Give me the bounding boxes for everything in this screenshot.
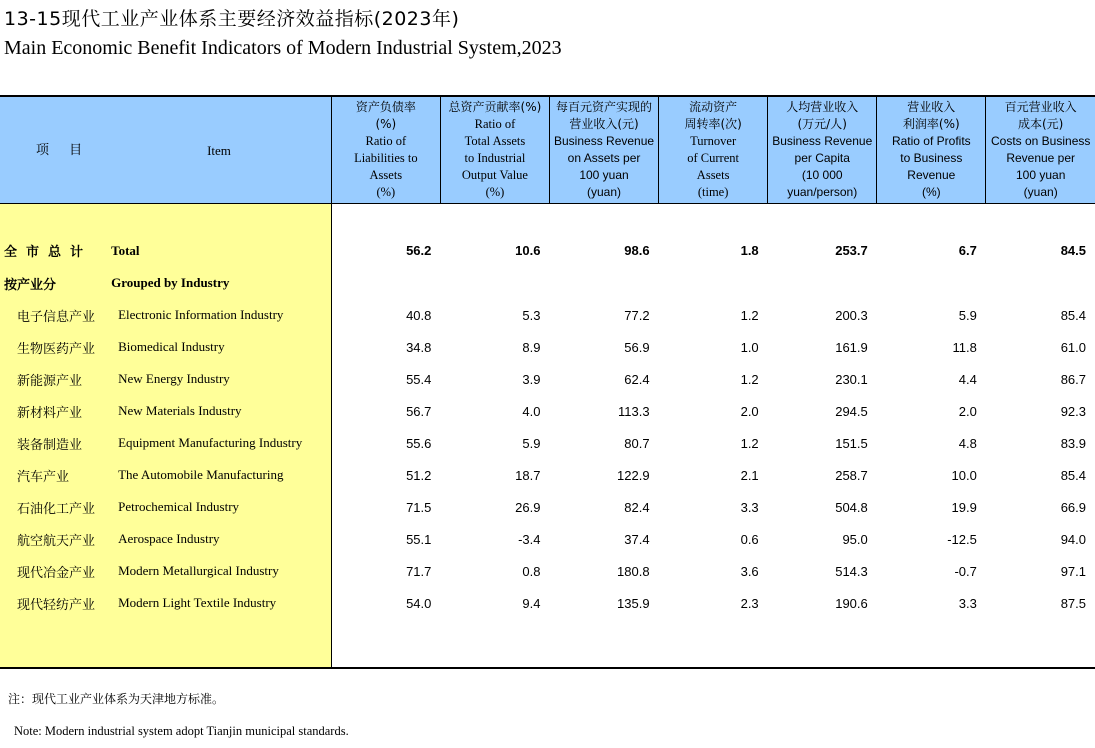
- row-label-cn: 生物医药产业: [0, 331, 105, 363]
- header-label-en: Total Assets: [464, 134, 526, 148]
- header-label-cn: 营业收入: [907, 100, 956, 114]
- row-label-cn: 新材料产业: [0, 395, 105, 427]
- header-label-en: 100 yuan: [579, 168, 629, 182]
- note-en: Note: Modern industrial system adopt Tianjin municipal standards.: [14, 724, 349, 738]
- row-value: 9.4: [522, 595, 541, 611]
- total-value: 56.2: [406, 243, 432, 258]
- row-label-cn: 现代冶金产业: [0, 555, 105, 587]
- total-value: 84.5: [1060, 243, 1086, 258]
- row-label-cn: 汽车产业: [0, 459, 105, 491]
- row-value: 26.9: [515, 499, 541, 515]
- table-title-cn-text: 现代工业产业体系主要经济效益指标(2023年): [61, 8, 460, 30]
- row-value: 94.0: [1060, 531, 1086, 547]
- row-value: 54.0: [406, 595, 432, 611]
- header-label-en: Costs on Business: [990, 134, 1091, 148]
- row-value: 190.6: [835, 595, 868, 611]
- row-value: 61.0: [1060, 339, 1086, 355]
- table-row: [0, 395, 1095, 427]
- row-value: 0.8: [522, 563, 541, 579]
- row-value: 514.3: [835, 563, 868, 579]
- row-value: 0.6: [740, 531, 759, 547]
- row-value: 5.3: [522, 307, 541, 323]
- row-value: -0.7: [954, 563, 977, 579]
- header-label-cn: 成本(元): [1017, 117, 1064, 131]
- header-label-en: Business Revenue: [772, 134, 873, 148]
- row-label-cn: 装备制造业: [0, 427, 105, 459]
- row-value: 92.3: [1060, 403, 1086, 419]
- header-label-cn: 人均营业收入: [786, 100, 859, 114]
- row-value: 1.2: [740, 307, 759, 323]
- header-label-en: Business Revenue: [554, 134, 655, 148]
- header-label-cn: 利润率(%): [902, 117, 960, 131]
- row-value: -3.4: [518, 531, 541, 547]
- row-value: 8.9: [522, 339, 541, 355]
- row-value: 161.9: [835, 339, 868, 355]
- header-label-cn: (万元/人): [797, 117, 847, 131]
- header-label-en: of Current: [687, 151, 739, 165]
- header-item-en: Item: [105, 96, 331, 204]
- row-value: 504.8: [835, 499, 868, 515]
- row-value: 18.7: [515, 467, 541, 483]
- total-value: 6.7: [958, 243, 977, 258]
- row-value: 71.7: [406, 563, 432, 579]
- header-column: [986, 96, 1095, 204]
- row-value: 4.8: [958, 435, 977, 451]
- row-value: 4.4: [958, 371, 977, 387]
- header-label-en: Revenue per: [1006, 151, 1076, 165]
- header-label-en: per Capita: [794, 151, 850, 165]
- total-value: 253.7: [835, 243, 868, 258]
- row-value: 55.1: [406, 531, 432, 547]
- table-header: [0, 96, 1095, 204]
- header-label-cn: 百元营业收入: [1004, 100, 1077, 114]
- row-value: 2.0: [958, 403, 977, 419]
- row-value: 85.4: [1060, 467, 1086, 483]
- header-label-en: Output Value: [461, 168, 528, 182]
- header-label-en: (yuan): [587, 185, 622, 199]
- row-value: 66.9: [1060, 499, 1086, 515]
- row-value: 77.2: [624, 307, 650, 323]
- row-value: 4.0: [522, 403, 541, 419]
- group-label-cn: 按产业分: [0, 267, 105, 299]
- row-label-en: New Energy Industry: [105, 363, 331, 395]
- header-label-en: (%): [376, 185, 396, 199]
- row-value: 113.3: [618, 403, 650, 419]
- row-value: 135.9: [617, 595, 650, 611]
- row-value: 71.5: [406, 499, 432, 515]
- row-label-en: Modern Metallurgical Industry: [105, 555, 331, 587]
- bottom-row: [0, 619, 1095, 668]
- row-label-en: Equipment Manufacturing Industry: [105, 427, 331, 459]
- row-value: 2.3: [740, 595, 759, 611]
- row-value: 34.8: [406, 339, 432, 355]
- row-label-en: Biomedical Industry: [105, 331, 331, 363]
- header-label-cn: 资产负债率: [355, 100, 416, 114]
- header-label-en: (time): [697, 185, 729, 199]
- total-value: 98.6: [624, 243, 650, 258]
- header-column: [877, 96, 986, 204]
- row-value: 3.3: [740, 499, 759, 515]
- table-number: 13-15: [4, 8, 62, 30]
- total-label-cn: 全市总计: [0, 234, 105, 267]
- header-column: [659, 96, 768, 204]
- row-label-en: The Automobile Manufacturing: [105, 459, 331, 491]
- row-value: 2.0: [740, 403, 759, 419]
- header-label-en: Ratio of Profits: [891, 134, 971, 148]
- row-label-en: Aerospace Industry: [105, 523, 331, 555]
- table-row: [0, 555, 1095, 587]
- header-label-en: Liabilities to: [354, 151, 418, 165]
- row-value: 55.4: [406, 371, 432, 387]
- row-value: 230.1: [835, 371, 868, 387]
- header-column: [440, 96, 549, 204]
- row-value: 3.9: [522, 371, 541, 387]
- row-label-cn: 石油化工产业: [0, 491, 105, 523]
- row-label-en: Electronic Information Industry: [105, 299, 331, 331]
- header-label-en: (yuan): [1023, 185, 1058, 199]
- header-label-en: Ratio of: [365, 134, 407, 148]
- row-value: 95.0: [842, 531, 868, 547]
- row-value: 85.4: [1060, 307, 1086, 323]
- header-item-cn: 项 目: [0, 96, 105, 204]
- row-label-en: Modern Light Textile Industry: [105, 587, 331, 619]
- table-row: [0, 523, 1095, 555]
- row-label-cn: 新能源产业: [0, 363, 105, 395]
- header-label-cn: 流动资产: [689, 100, 738, 114]
- row-value: 19.9: [951, 499, 977, 515]
- table-row: [0, 331, 1095, 363]
- row-value: 62.4: [624, 371, 650, 387]
- header-label-en: yuan/person): [787, 185, 858, 199]
- header-column: [331, 96, 440, 204]
- row-value: 82.4: [624, 499, 650, 515]
- row-value: 294.5: [835, 403, 868, 419]
- table-row: [0, 491, 1095, 523]
- table-row: [0, 427, 1095, 459]
- indicator-table: [0, 95, 1095, 669]
- row-value: 55.6: [406, 435, 432, 451]
- row-value: 56.7: [406, 403, 432, 419]
- row-value: 40.8: [406, 307, 432, 323]
- row-value: 200.3: [835, 307, 868, 323]
- header-label-en: Assets: [696, 168, 730, 182]
- row-value: 86.7: [1060, 371, 1086, 387]
- row-label-cn: 电子信息产业: [0, 299, 105, 331]
- row-value: 51.2: [406, 467, 432, 483]
- row-value: 180.8: [617, 563, 650, 579]
- header-label-en: on Assets per: [567, 151, 641, 165]
- header-label-en: 100 yuan: [1015, 168, 1066, 182]
- header-label-en: Turnover: [690, 134, 737, 148]
- table-row: [0, 587, 1095, 619]
- row-value: 3.3: [958, 595, 977, 611]
- row-value: 151.5: [835, 435, 868, 451]
- header-label-en: (10 000: [801, 168, 843, 182]
- header-column: [768, 96, 877, 204]
- total-value: 10.6: [515, 243, 541, 258]
- row-value: 122.9: [617, 467, 650, 483]
- row-label-en: New Materials Industry: [105, 395, 331, 427]
- total-row: [0, 234, 1095, 267]
- row-value: 80.7: [624, 435, 650, 451]
- header-label-cn: 每百元资产实现的: [556, 100, 653, 114]
- header-label-cn: 周转率(次): [684, 117, 742, 131]
- table-row: [0, 459, 1095, 491]
- row-value: 5.9: [522, 435, 541, 451]
- header-label-en: Ratio of: [474, 117, 516, 131]
- row-label-cn: 航空航天产业: [0, 523, 105, 555]
- row-value: 1.2: [740, 435, 759, 451]
- header-label-cn: 营业收入(元): [569, 117, 639, 131]
- note-cn: 注：现代工业产业体系为天津地方标准。: [8, 692, 225, 706]
- row-value: 37.4: [624, 531, 650, 547]
- row-value: 5.9: [958, 307, 977, 323]
- header-label-en: Assets: [369, 168, 403, 182]
- row-value: 1.2: [740, 371, 759, 387]
- spacer-row: [0, 204, 1095, 235]
- total-value: 1.8: [740, 243, 759, 258]
- group-row: [0, 267, 1095, 299]
- row-label-cn: 现代轻纺产业: [0, 587, 105, 619]
- row-value: 83.9: [1060, 435, 1086, 451]
- header-label-en: to Industrial: [464, 151, 526, 165]
- table-title-en: Main Economic Benefit Indicators of Modern Industrial System,2023: [4, 37, 562, 59]
- row-value: 258.7: [835, 467, 868, 483]
- table-row: [0, 299, 1095, 331]
- row-value: 10.0: [951, 467, 977, 483]
- header-label-en: (%): [485, 185, 505, 199]
- header-label-en: Revenue: [907, 168, 956, 182]
- row-value: 2.1: [740, 467, 759, 483]
- header-label-cn: (%): [375, 117, 397, 131]
- total-label-en: Total: [105, 234, 331, 267]
- row-value: 97.1: [1060, 563, 1086, 579]
- group-label-en: Grouped by Industry: [105, 267, 331, 299]
- table-title-cn: [4, 4, 459, 31]
- header-label-en: to Business: [900, 151, 963, 165]
- row-value: -12.5: [947, 531, 977, 547]
- row-value: 11.8: [952, 339, 977, 355]
- table-row: [0, 363, 1095, 395]
- row-value: 1.0: [740, 339, 759, 355]
- row-value: 3.6: [740, 563, 759, 579]
- header-label-cn: 总资产贡献率(%): [448, 100, 542, 114]
- table-body: [0, 204, 1095, 669]
- row-value: 56.9: [624, 339, 650, 355]
- row-value: 87.5: [1060, 595, 1086, 611]
- row-label-en: Petrochemical Industry: [105, 491, 331, 523]
- header-column: [549, 96, 658, 204]
- header-label-en: (%): [921, 185, 941, 199]
